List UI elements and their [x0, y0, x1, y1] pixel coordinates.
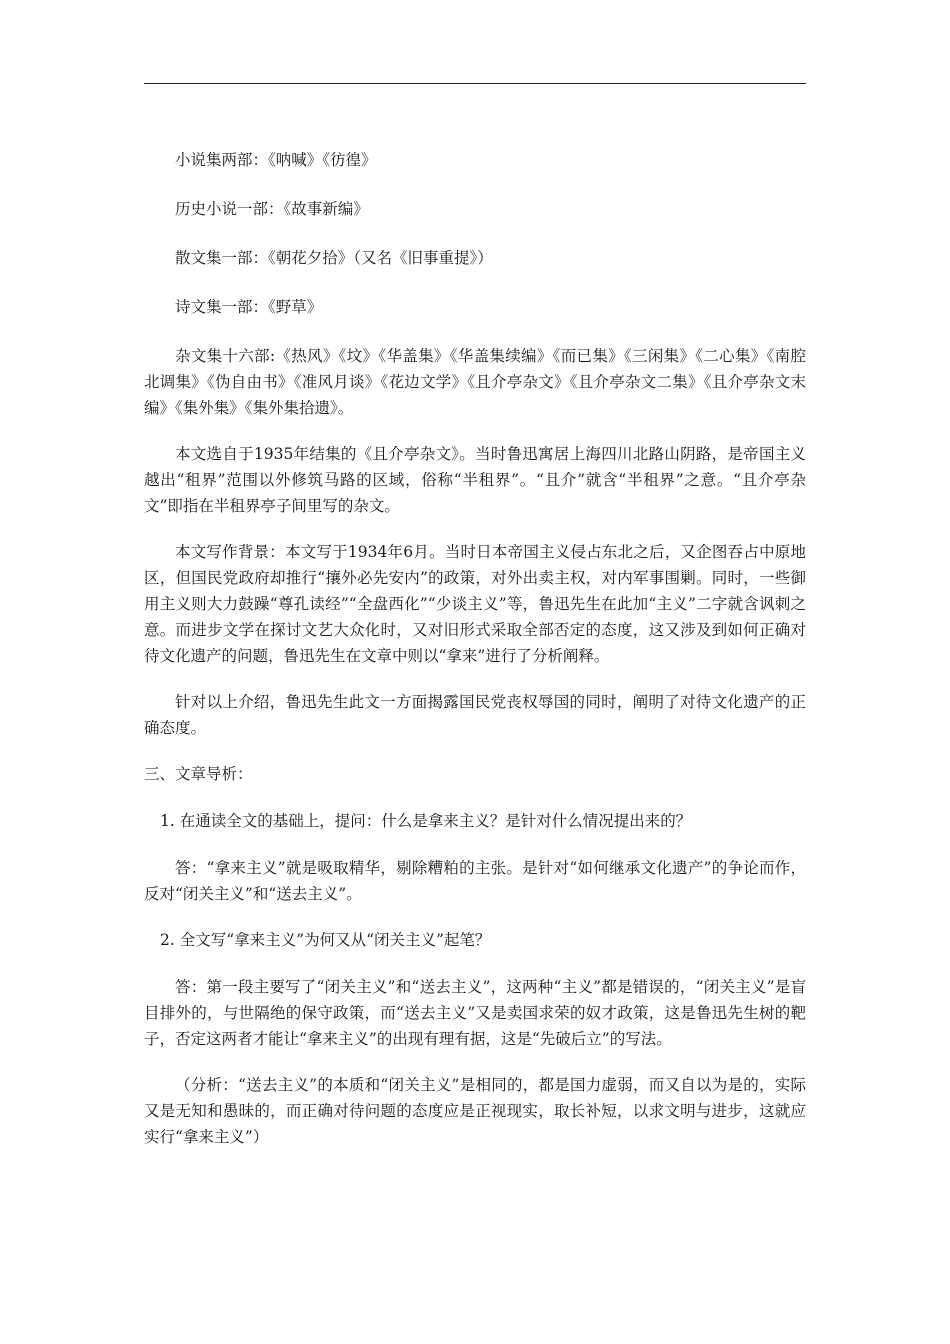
paragraph-novel-collections: 小说集两部：《呐喊》《彷徨》 [175, 151, 377, 169]
answer-2: 答：第一段主要写了“闭关主义”和“送去主义”，这两种“主义”都是错误的，“闭关主义”是盲目排外的，与世隔绝的保守政策，而“送去主义”又是卖国求荣的奴才政策，这是鲁迅先生树的靶子，否定这两者才能让“拿来主义”的出现有理有据，这是“先破后立”的写法。 [144, 978, 806, 1048]
document-body [144, 140, 806, 1150]
analysis-note: （分析：“送去主义”的本质和“闭关主义”是相同的，都是国力虚弱，而又自以为是的，实际又是无知和愚昧的，而正确对待问题的态度应是正视现实，取长补短，以求文明与进步，这就应实行“拿来主义”） [144, 1076, 806, 1146]
answer-1: 答：“拿来主义”就是吸取精华，剔除糟粕的主张。是针对“如何继承文化遗产”的争论而作，反对“闭关主义”和“送去主义”。 [144, 859, 806, 903]
question-2: 2. 全文写“拿来主义”为何又从“闭关主义”起笔？ [160, 931, 491, 949]
paragraph-background: 本文写作背景：本文写于1934年6月。当时日本帝国主义侵占东北之后，又企图吞占中原地区，但国民党政府却推行“攘外必先安内”的政策，对外出卖主权，对内军事围剿。同时，一些御用主义则大力鼓躁“尊孔读经”“全盘西化”“少谈主义”等，鲁迅先生在此加“主义”二字就含讽刺之意。而进步文学在探讨文艺大众化时，又对旧形式采取全部否定的态度，这又涉及到如何正确对待文化遗产的问题，鲁迅先生在文章中则以“拿来”进行了分析阐释。 [144, 543, 806, 665]
question-1: 1. 在通读全文的基础上，提问：什么是拿来主义？是针对什么情况提出来的？ [160, 812, 692, 830]
header-rule [144, 83, 806, 84]
paragraph-summary: 针对以上介绍，鲁迅先生此文一方面揭露国民党丧权辱国的同时，阐明了对待文化遗产的正确态度。 [144, 693, 806, 737]
section-heading: 三、文章导析： [144, 765, 253, 783]
paragraph-essay-collections: 杂文集十六部:《热风》《坟》《华盖集》《华盖集续编》《而已集》《三闲集》《二心集》《南腔北调集》《伪自由书》《准风月谈》《花边文学》《且介亭杂文》《且介亭杂文二集》《且介亭杂文末编》《集外集》《集外集拾遗》。 [144, 347, 806, 417]
paragraph-historical-novel: 历史小说一部：《故事新编》 [175, 200, 369, 218]
paragraph-prose-collection: 散文集一部：《朝花夕拾》（又名《旧事重提》） [175, 249, 493, 267]
paragraph-source: 本文选自于1935年结集的《且介亭杂文》。当时鲁迅寓居上海四川北路山阴路，是帝国主义越出“租界”范围以外修筑马路的区域，俗称“半租界”。“且介”就含“半租界”之意。“且介亭杂文”即指在半租界亭子间里写的杂文。 [144, 445, 806, 515]
paragraph-poetry-collection: 诗文集一部：《野草》 [175, 298, 323, 316]
